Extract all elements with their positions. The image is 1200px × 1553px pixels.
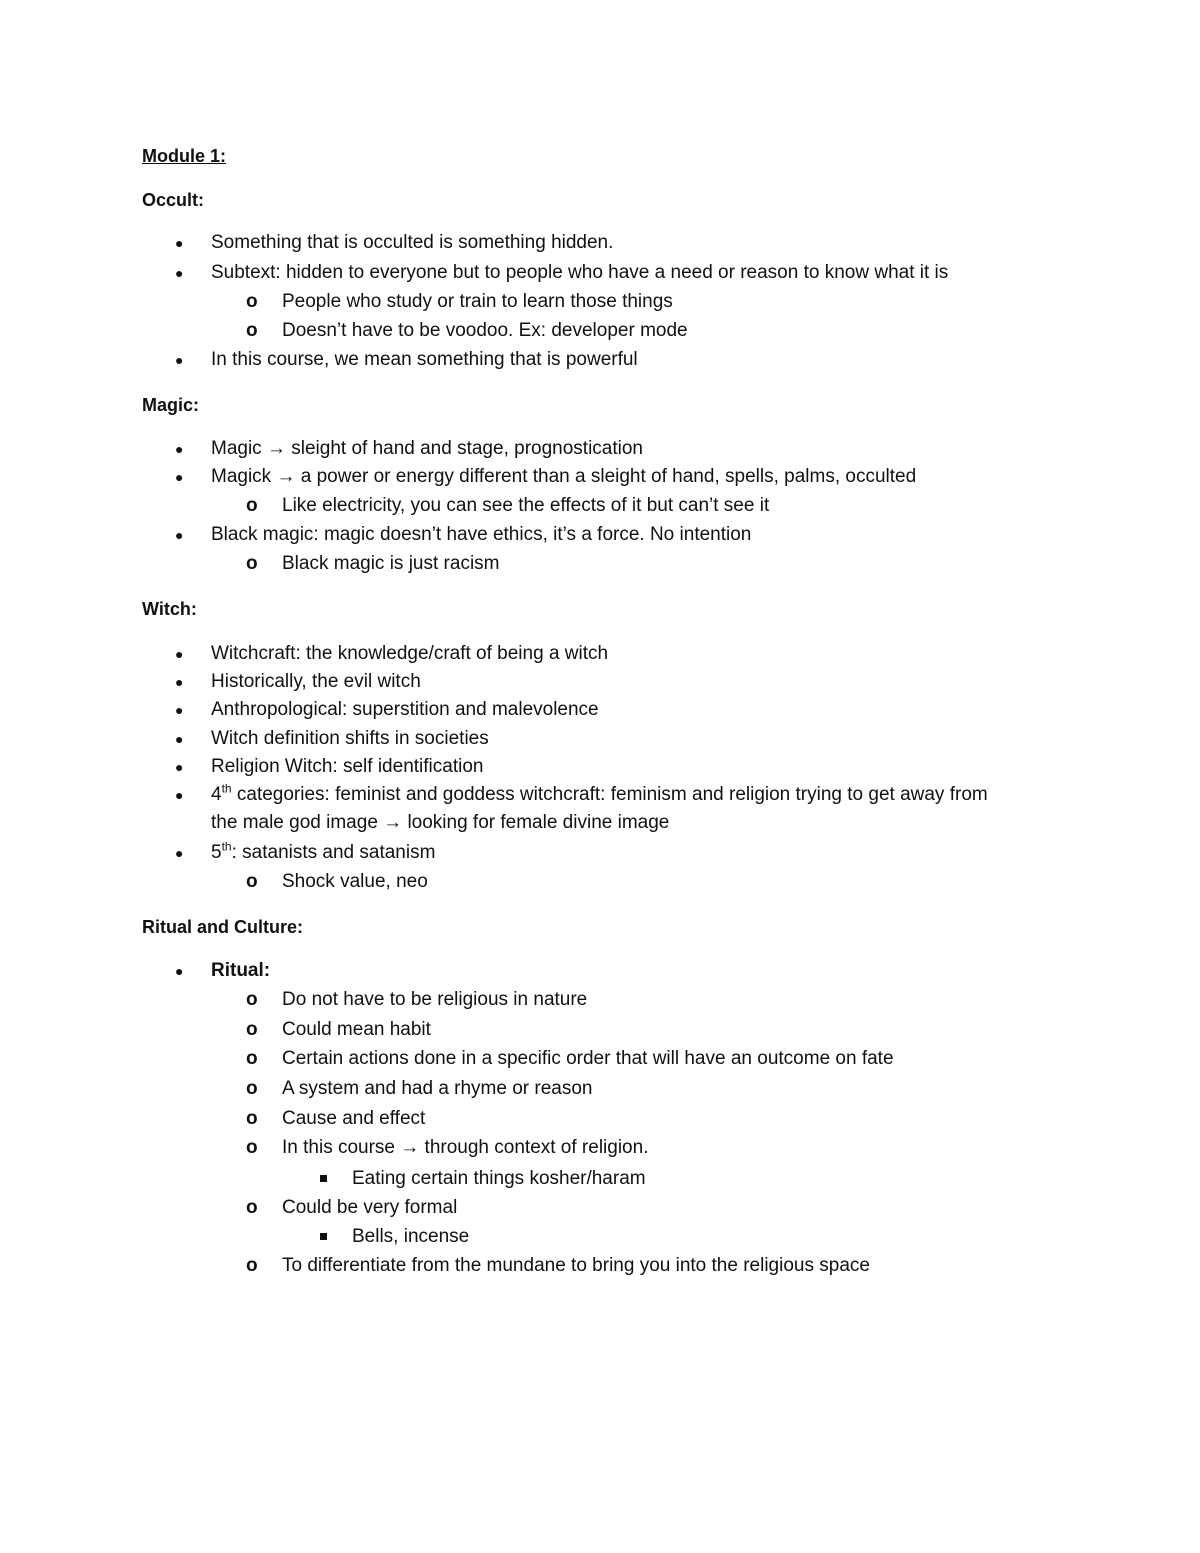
list-item: Magick → a power or energy different than a sleight of hand, spells, palms, occulted xyxy=(211,466,917,487)
square-bullet-icon xyxy=(320,1175,327,1182)
bullet-icon: ● xyxy=(175,845,184,861)
list-item-fourth xyxy=(211,783,988,807)
list-item: Could be very formal xyxy=(282,1197,458,1218)
list-item: Cause and effect xyxy=(282,1108,426,1129)
list-item: Shock value, neo xyxy=(282,871,428,892)
bullet-icon: ● xyxy=(175,787,184,803)
bullet-icon: ● xyxy=(175,702,184,718)
square-bullet-icon xyxy=(320,1233,327,1240)
magic-heading: Magic: xyxy=(142,395,200,415)
list-item: Black magic is just racism xyxy=(282,553,500,574)
list-item: Something that is occulted is something hidden. xyxy=(211,232,614,253)
module-title: Module 1: xyxy=(142,146,226,166)
circle-bullet-icon: o xyxy=(246,1078,258,1099)
witch-heading: Witch: xyxy=(142,599,197,619)
list-item: In this course → through context of religion. xyxy=(282,1137,649,1158)
bullet-icon: ● xyxy=(175,352,184,368)
ritual-culture-heading: Ritual and Culture: xyxy=(142,917,303,937)
bullet-icon: ● xyxy=(175,527,184,543)
list-item: Certain actions done in a specific order that will have an outcome on fate xyxy=(282,1048,894,1069)
list-item: A system and had a rhyme or reason xyxy=(282,1078,593,1099)
ordinal-number: 4 xyxy=(211,784,222,805)
circle-bullet-icon: o xyxy=(246,989,258,1010)
bullet-icon: ● xyxy=(175,441,184,457)
list-item-continuation: the male god image → looking for female divine image xyxy=(211,812,670,833)
list-item: Historically, the evil witch xyxy=(211,671,421,692)
list-item: Religion Witch: self identification xyxy=(211,756,484,777)
circle-bullet-icon: o xyxy=(246,1255,258,1276)
bullet-icon: ● xyxy=(175,646,184,662)
list-item: To differentiate from the mundane to bring you into the religious space xyxy=(282,1255,870,1276)
circle-bullet-icon: o xyxy=(246,1019,258,1040)
circle-bullet-icon: o xyxy=(246,1137,258,1158)
ordinal-suffix: th xyxy=(221,781,232,796)
bullet-icon: ● xyxy=(175,674,184,690)
circle-bullet-icon: o xyxy=(246,1048,258,1069)
occult-heading: Occult: xyxy=(142,190,205,210)
ordinal-suffix: th xyxy=(221,839,232,854)
bullet-icon: ● xyxy=(175,469,184,485)
list-item: People who study or train to learn those things xyxy=(282,291,673,312)
circle-bullet-icon: o xyxy=(246,320,258,341)
bullet-icon: ● xyxy=(175,235,184,251)
list-item-text: : satanists and satanism xyxy=(231,842,436,863)
list-item: Anthropological: superstition and malevolence xyxy=(211,699,599,720)
list-item: In this course, we mean something that is powerful xyxy=(211,349,638,370)
list-item-fifth xyxy=(211,841,435,865)
list-item: Like electricity, you can see the effects of it but can’t see it xyxy=(282,495,770,516)
circle-bullet-icon: o xyxy=(246,553,258,574)
list-item: Subtext: hidden to everyone but to people who have a need or reason to know what it is xyxy=(211,262,949,283)
bullet-icon: ● xyxy=(175,759,184,775)
list-item-text: categories: feminist and goddess witchcraft: feminism and religion trying to get away from xyxy=(231,784,988,805)
bullet-icon: ● xyxy=(175,265,184,281)
ordinal-number: 5 xyxy=(211,842,222,863)
circle-bullet-icon: o xyxy=(246,1108,258,1129)
circle-bullet-icon: o xyxy=(246,495,258,516)
ritual-label: Ritual: xyxy=(211,960,271,981)
list-item: Eating certain things kosher/haram xyxy=(352,1168,646,1189)
circle-bullet-icon: o xyxy=(246,871,258,892)
list-item: Magic → sleight of hand and stage, prognostication xyxy=(211,438,643,459)
bullet-icon: ● xyxy=(175,963,184,979)
list-item: Could mean habit xyxy=(282,1019,431,1040)
list-item: Witchcraft: the knowledge/craft of being a witch xyxy=(211,643,609,664)
list-item: Black magic: magic doesn’t have ethics, it’s a force. No intention xyxy=(211,524,752,545)
bullet-icon: ● xyxy=(175,731,184,747)
list-item: Witch definition shifts in societies xyxy=(211,728,489,749)
list-item: Doesn’t have to be voodoo. Ex: developer mode xyxy=(282,320,688,341)
circle-bullet-icon: o xyxy=(246,291,258,312)
list-item: Bells, incense xyxy=(352,1226,470,1247)
circle-bullet-icon: o xyxy=(246,1197,258,1218)
list-item: Do not have to be religious in nature xyxy=(282,989,588,1010)
